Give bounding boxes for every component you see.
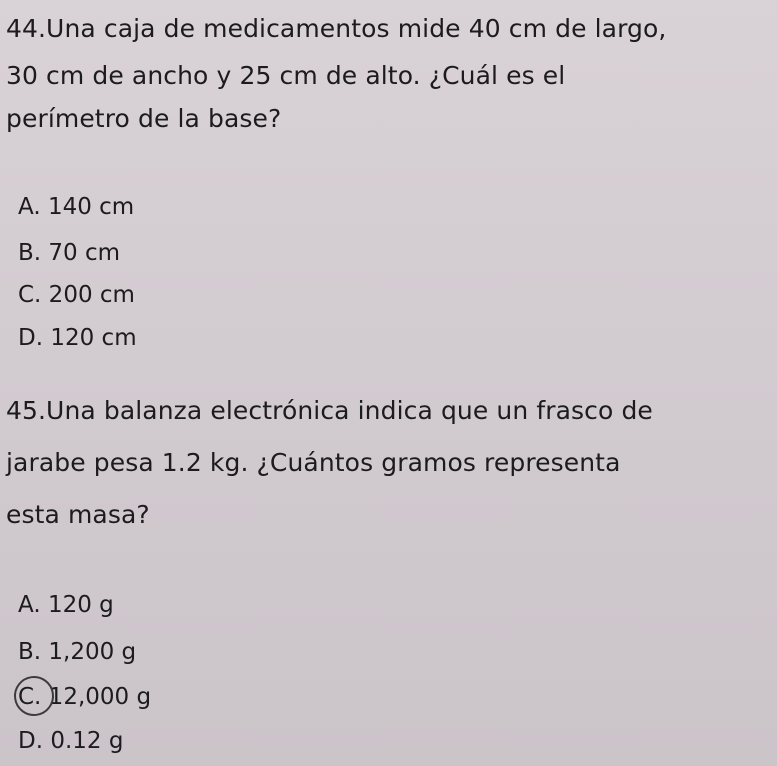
question-44-line-2: 30 cm de ancho y 25 cm de alto. ¿Cuál es el: [6, 61, 566, 90]
question-45-line-3: esta masa?: [6, 500, 150, 529]
question-44-line-3: perímetro de la base?: [6, 104, 282, 133]
question-44-option-b: B. 70 cm: [18, 240, 121, 266]
question-45-option-c: C. 12,000 g: [18, 684, 152, 710]
question-45-line-1: 45.Una balanza electrónica indica que un frasco de: [6, 396, 653, 425]
question-44-line-1: 44.Una caja de medicamentos mide 40 cm de largo,: [6, 14, 667, 43]
question-45-line-2: jarabe pesa 1.2 kg. ¿Cuántos gramos representa: [6, 448, 621, 477]
answer-circle-mark: [11, 673, 56, 718]
question-45-option-d: D. 0.12 g: [18, 728, 124, 754]
question-45-option-a: A. 120 g: [18, 592, 114, 618]
question-44-option-d: D. 120 cm: [18, 325, 137, 351]
question-44-option-c: C. 200 cm: [18, 282, 135, 308]
question-45-option-b: B. 1,200 g: [18, 639, 137, 665]
question-44-option-a: A. 140 cm: [18, 194, 135, 220]
